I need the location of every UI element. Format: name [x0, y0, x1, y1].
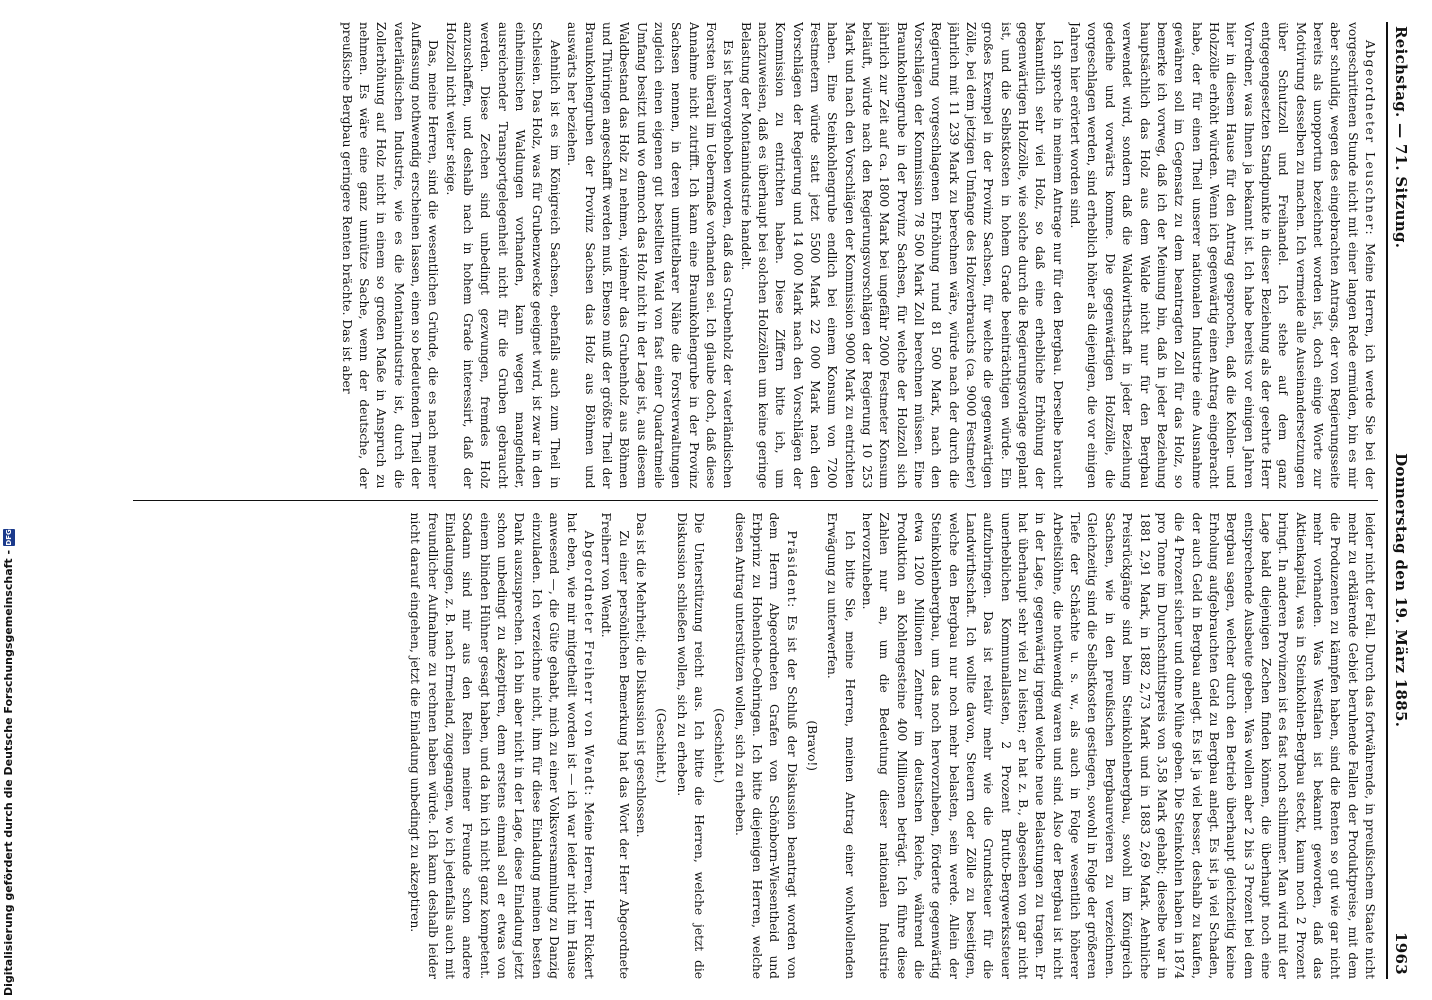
paragraph	[597, 512, 632, 979]
paragraph-text: leider nicht der Fall. Durch das fortwährende, in preußischem Staate nicht mehr zu erklärende Gebiet beruhende Fallen der Produktpreise, mit dem die Produzenten zu kämpfen haben, sind die Renten so gut wie gar nicht mehr vorhanden. Was Westfalen ist bekannt geworden, daß das Aktienkapital, was in Steinkohlen-Bergbau steckt, kaum noch 2 Prozent bringt. In anderen Provinzen ist es fast noch schlimmer. Man wird mit der Lage bald diejenigen Zechen finden können, die überhaupt noch eine entsprechende Ausbeute geben. Was wollen aber 2 bis 3 Prozent bei dem Bergbau sagen, welcher durch den Betrieb überhaupt gleichzeitig keine Erholung aufgebrauchten Geld zu Bergbau anlegt. Es ist ja viel Schaden, der auch Geld in Bergbau anlegt. Es ist ja viel besser, deshalb zu kaufen, die 4 Prozent sicher und ohne Mühe geben. Die Steinkohlen haben in 1874 pro Tonne im Durchschnittspreis von 3,58 Mark gehabt; dieselbe war in 1881 2,91 Mark, in 1882 2,73 Mark und in 1883 2,69 Mark. Aehnliche Preisrückgänge sind beim Steinkohlenbergbau, sowohl im Königreich Sachsen, wie in den preußischen Bergbaurevieren zu verzeichnen. Gleichzeitig sind die Selbstkosten gestiegen, sowohl in Folge der größeren Tiefe der Schächte u. s. w., als auch in Folge wesentlich höherer Arbeitslöhne, die nothwendig waren und sind. Also der Bergbau ist nicht in der Lage, gegenwärtig irgend welche neue Belastungen zu tragen. Er hat überhaupt sehr viel zu leisten; er hat z. B., abgesehen von gar nicht unerheblichen Kommunallasten, 2 Prozent Brutto-Bergwerkssteuer aufzubringen. Das ist relativ mehr wie die Grundsteuer für die Landwirthschaft. Ich wollte davon, Steuern oder Zölle zu beseitigen, welche den Bergbau nur noch mehr belasten, sein werde. Allein der Steinkohlenbergbau, um das noch hervorzuheben, förderte gegenwärtig etwa 1200 Millionen Zentner im deutschen Reiche, während die Produktion an Kohlengesteine 400 Millionen beträgt. Ich führe diese Zahlen nur an, um die Bedeutung dieser nationalen Industrie hervorzuheben.	[860, 512, 1377, 979]
speaker-name: Abgeordneter Freiherr von Wendt:	[581, 530, 596, 797]
digitization-credit	[2, 529, 15, 996]
paragraph	[563, 22, 736, 489]
credit-text: Digitalisierung gefördert durch die Deutsche Forschungsgemeinschaft -	[2, 549, 15, 996]
page-number: 1963	[1392, 932, 1410, 975]
paragraph	[730, 512, 799, 979]
paragraph-text: Es ist der Schluß der Diskussion beantragt worden von dem Herrn Abgeordneten Grafen von Schönborn-Wiesentheid und Erbprinz zu Hohenlohe-Oehringen. Ich bitte diejenigen Herren, welche diesen Antrag unterstützen wollen, sich zu erheben.	[732, 512, 799, 979]
paragraph-text: Meine Herren, Herr Rickert hat eben, wie mir mitgetheilt worden ist — ich war leider nicht im Hause anwesend —, die Güte gehabt, mich zu einer Volksversammlung zu Danzig einzuladen. Ich verzeichne nicht, ihm für diese Einladung meinen besten Dank auszusprechen. Ich bin aber nicht in der Lage, diese Einladung jetzt schon unbedingt zu akzeptiren, denn erstens einmal soll er etwas von einem blinden Hühner gesagt haben, und da bin ich nicht ganz kompetent. Sodann sind mir aus den Reihen meiner Freunde schon andere Einladungen, z. B. nach Ermeland, zugegangen, wo ich jedenfalls auch mit freundlicher Aufnahme zu rechnen haben würde. Ich kann deshalb leider nicht darauf eingehen, jetzt die Einladung unbedingt zu akzeptiren.	[408, 512, 596, 979]
paragraph-text: Meine Herren, ich werde Sie bei der vorgeschrittenen Stunde nicht mit einer langen Rede ermüden, bin es mir aber schuldig, wegen des eingebrachten Antrags, der von Regierungsseite bereits als unopportun bezeichnet worden ist, doch einige Worte zur Motivirung desselben zu machen. Ich vermeide alle Auseinandersetzungen über Schutzzoll und Freihandel. Ich stehe auf dem ganz entgegengesetzten Standpunkte in dieser Beziehung als der geehrte Herr Vorredner, was Ihnen ja bekannt ist. Ich habe bereits vor einigen Jahren hier in diesem Hause für den Antrag gesprochen, daß die Kohlen- und Holzzölle erhöht würden. Wenn ich gegenwärtig einen Antrag eingebracht habe, der für einen Theil unserer nationalen Industrie eine Ausnahme gewähren soll im Gegensatz zu dem beantragten Zoll für das Holz, so bemerke ich vorweg, daß ich der Meinung bin, daß in jeder Beziehung hauptsächlich das Holz aus dem Walde nicht nur für den Bergbau verwendet wird, sondern daß die Waldwirthschaft in jeder Beziehung gedeihe und vorwärts komme. Die gegenwärtigen Holzzölle, die vorgeschlagen werden, sind erheblich höher als diejenigen, die vor einigen Jahren hier erörtert worden sind.	[1068, 22, 1377, 489]
column-left	[133, 22, 1378, 489]
page-header	[1388, 22, 1410, 979]
paragraph-text: Es ist hervorgehoben worden, daß das Grubenholz der vaterländischen Forsten überall im Uebermaße vorhanden sei. Ich glaube doch, daß diese Annahme nicht zutrifft. Ich kann eine Braunkohlengrube in der Provinz Sachsen nennen, in deren unmittelbarer Nähe die Forstverwaltungen zugleich einen eigenen gut bestellten Wald von fast einer Quadratmeile Umfang besitzt und wo dennoch das Holz nicht in der Lage ist, aus diesem Waldbestand das Holz zu nehmen, vielmehr das Grubenholz aus Böhmen und Thüringen angeschafft werden muß. Ebenso muß der größte Theil der Braunkohlengruben der Provinz Sachsen das Holz aus Böhmen und auswärts her beziehen.	[565, 22, 736, 489]
paragraph	[823, 512, 858, 979]
header-date: Donnerstag den 19. März 1885.	[1392, 453, 1410, 728]
column-divider	[133, 500, 1378, 502]
header-left: Reichstag. — 71. Sitzung.	[1392, 26, 1410, 249]
paragraph-text: Aehnlich ist es im Königreich Sachsen, ebenfalls auch zum Theil in Schlesien. Das Holz, was für Grubenzwecke geeignet wird, ist zwar in den einheimischen Waldungen vorhanden, kann wegen mangelnder, ausreichender Transportgelegenheit nicht für die Gruben gebraucht werden. Diese Zechen sind unbedingt gezwungen, fremdes Holz anzuschaffen, und deshalb nach in hohem Grade interessirt, daß der Holzzoll nicht weiter steige.	[443, 22, 562, 489]
newspaper-page	[111, 8, 1416, 993]
paragraph	[632, 512, 649, 979]
paragraph	[736, 22, 1066, 489]
paragraph-text: Das ist die Mehrheit; die Diskussion ist geschlossen.	[633, 512, 648, 838]
paragraph	[406, 512, 597, 979]
speaker-name: Präsident:	[784, 530, 799, 609]
column-right	[133, 512, 1378, 979]
paragraph-text: Ich spreche in meinem Antrage nur für den Bergbau. Derselbe braucht bekanntlich sehr viel Holz, so daß eine erhebliche Erhöhung der gegenwärtigen Holzzölle, wie solche durch die Regierungsvorlage geplant ist, und die Selbstkosten in hohem Grade beeinträchtigen würde. Ein großes Exempel in der Provinz Sachsen, für welche die gegenwärtigen Zölle, bei dem jetzigen Umfange des Holzverbrauchs (ca. 9000 Festmeter) jährlich mit 11 239 Mark zu berechnen wäre, würde nach der durch die Regierung vorgeschlagenen Erhöhung rund 81 500 Mark, nach den Vorschlägen der Kommission 78 500 Mark Zoll berechnen müssen. Eine Braunkohlengrube in der Provinz Sachsen, für welche der Holzzoll sich jährlich zur Zeit auf ca. 1800 Mark bei ungefähr 2000 Festmeter Konsum beläuft, würde nach den Regierungsvorschlägen der Regierung 10 253 Mark und nach den Vorschlägen der Kommission 9000 Mark zu entrichten haben. Eine Steinkohlengrube endlich bei einem Konsum von 7200 Festmetern würde statt jetzt 5500 Mark 22 000 Mark nach den Vorschlägen der Regierung und 14 000 Mark nach den Vorschlägen der Kommission zu entrichten haben. Diese Ziffern bitte ich, um nachzuweisen, daß es überhaupt bei solchen Holzzöllen um keine geringe Belastung der Montanindustrie handelt.	[738, 22, 1065, 489]
paragraph	[337, 22, 441, 489]
paragraph-text: Zu einer persönlichen Bemerkung hat das Wort der Herr Abgeordnete Freiherr von Wendt.	[599, 512, 631, 979]
speaker-name: Abgeordneter Leuschner:	[1363, 40, 1377, 237]
stage-direction: (Geschieht.)	[654, 708, 669, 784]
paragraph-text: Ich bitte Sie, meine Herren, meinen Antrag einer wohlwollenden Erwägung zu unterwerfen.	[825, 512, 857, 979]
paragraph	[858, 512, 1378, 979]
header-rule	[1386, 22, 1388, 979]
paragraph	[1066, 22, 1378, 489]
paragraph	[672, 512, 707, 979]
stage-direction: (Bravo!)	[805, 720, 819, 772]
paragraph-text: Die Unterstützung reicht aus. Ich bitte die Herren, welche jetzt die Diskussion schließen wollen, sich zu erheben.	[674, 512, 706, 979]
stage-direction: (Geschieht.)	[712, 708, 727, 784]
dfg-logo-icon: DFG	[4, 529, 13, 546]
text-columns	[133, 22, 1378, 979]
paragraph-text: Das, meine Herren, sind die wesentlichen Gründe, die es nach meiner Auffassung nothwendig erscheinen lassen, einen so bedeutenden Theil der vaterländischen Industrie, wie es die Montanindustrie ist, durch die Zollerhöhung auf Holz nicht in einem so großen Maße in Anspruch zu nehmen. Es wäre eine ganz unnütze Sache, wenn der deutsche, der preußische Bergbau geringere Renten brächte. Das ist aber	[339, 22, 441, 489]
paragraph	[441, 22, 562, 489]
